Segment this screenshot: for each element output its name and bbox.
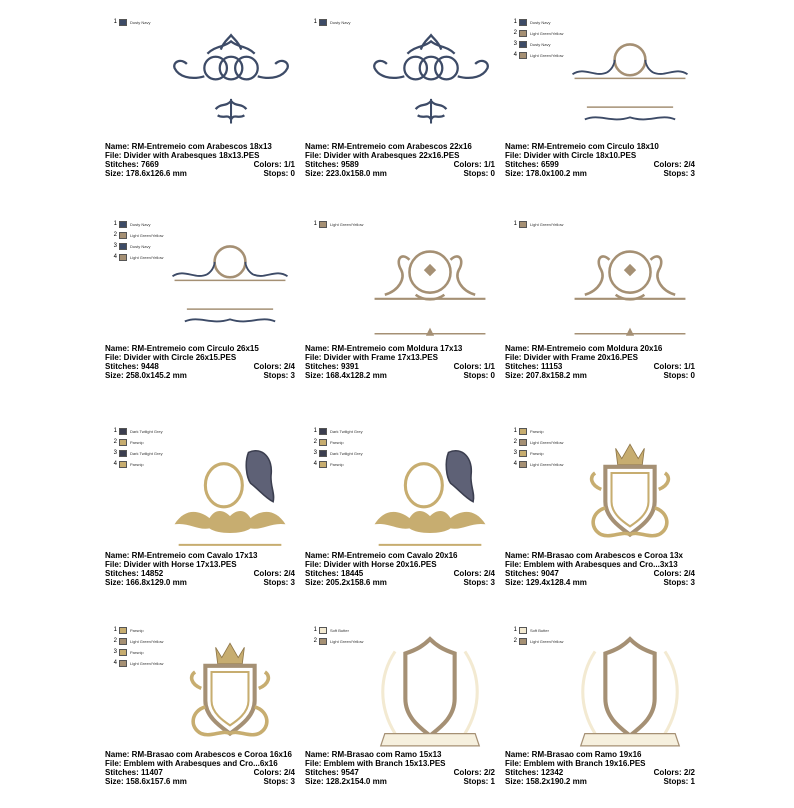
thread-color-number: 3 — [113, 243, 117, 249]
thread-color-swatch — [519, 30, 527, 37]
thread-color-number: 3 — [113, 450, 117, 456]
design-card — [105, 414, 305, 609]
design-name: Name: RM-Brasao com Arabescos e Coroa 13x — [505, 551, 683, 560]
embroidery-design-preview — [560, 229, 700, 344]
design-stitches: Stitches: 9589 — [305, 160, 359, 169]
design-file: File: Divider with Circle 26x15.PES — [105, 353, 237, 362]
thread-color-row — [311, 636, 363, 646]
thread-color-name: Light Green/Yellow — [130, 254, 164, 260]
thread-color-row — [311, 459, 363, 469]
design-stops: Stops: 0 — [663, 371, 695, 380]
thread-color-name: Parsnip — [530, 450, 544, 456]
design-stitches: Stitches: 7669 — [105, 160, 159, 169]
embroidery-design-preview — [560, 27, 700, 142]
design-stops: Stops: 3 — [663, 169, 695, 178]
thread-color-name: Light Green/Yellow — [530, 221, 564, 227]
thread-color-row — [111, 625, 163, 635]
thread-color-number: 2 — [313, 638, 317, 644]
thread-color-name: Light Green/Yellow — [530, 638, 564, 644]
design-card — [305, 207, 505, 402]
design-name: Name: RM-Entremeio com Moldura 17x13 — [305, 344, 463, 353]
design-colors: Colors: 2/4 — [253, 362, 295, 371]
thread-color-row — [111, 437, 163, 447]
design-card — [505, 613, 705, 808]
design-size: Size: 258.0x145.2 mm — [105, 371, 187, 380]
thread-color-row — [111, 658, 163, 668]
thread-color-swatch — [319, 638, 327, 645]
thread-color-row — [511, 625, 563, 635]
thread-color-name: Dark Twilight Grey — [330, 428, 363, 434]
thread-color-swatch — [119, 660, 127, 667]
design-details — [305, 344, 495, 380]
thread-color-swatch — [519, 439, 527, 446]
thread-color-number: 1 — [113, 627, 117, 633]
thread-color-legend — [111, 219, 163, 263]
design-size: Size: 223.0x158.0 mm — [305, 169, 387, 178]
thread-color-swatch — [519, 428, 527, 435]
thread-color-row — [111, 426, 163, 436]
design-file: File: Divider with Horse 17x13.PES — [105, 560, 237, 569]
thread-color-legend — [311, 625, 363, 647]
thread-color-name: Light Green/Yellow — [530, 439, 564, 445]
thread-color-swatch — [119, 19, 127, 26]
thread-color-swatch — [119, 439, 127, 446]
thread-color-name: Parsnip — [330, 439, 344, 445]
embroidery-design-preview — [560, 635, 700, 750]
thread-color-number: 2 — [513, 30, 517, 36]
thread-color-number: 1 — [113, 221, 117, 227]
thread-color-name: Parsnip — [130, 627, 144, 633]
design-file: File: Divider with Horse 20x16.PES — [305, 560, 437, 569]
embroidery-design-preview — [360, 229, 500, 344]
design-stitches: Stitches: 9047 — [505, 569, 559, 578]
embroidery-design-preview — [360, 635, 500, 750]
thread-color-row — [111, 448, 163, 458]
thread-color-swatch — [319, 221, 327, 228]
design-details — [305, 750, 495, 786]
design-stops: Stops: 1 — [663, 777, 695, 786]
thread-color-number: 1 — [313, 19, 317, 25]
thread-color-name: Parsnip — [330, 461, 344, 467]
thread-color-row — [111, 230, 163, 240]
thread-color-name: Dusty Navy — [530, 19, 551, 25]
thread-color-number: 1 — [113, 19, 117, 25]
thread-color-legend — [311, 219, 363, 230]
thread-color-swatch — [519, 221, 527, 228]
thread-color-row — [511, 39, 563, 49]
design-size: Size: 158.6x157.6 mm — [105, 777, 187, 786]
thread-color-number: 4 — [513, 52, 517, 58]
thread-color-name: Parsnip — [530, 428, 544, 434]
design-details — [105, 551, 295, 587]
thread-color-row — [311, 437, 363, 447]
thread-color-number: 2 — [513, 638, 517, 644]
thread-color-row — [311, 219, 363, 229]
embroidery-design-preview — [560, 436, 700, 551]
thread-color-swatch — [119, 221, 127, 228]
thread-color-row — [511, 459, 563, 469]
design-size: Size: 129.4x128.4 mm — [505, 578, 587, 587]
thread-color-name: Light Green/Yellow — [530, 30, 564, 36]
thread-color-row — [111, 241, 163, 251]
design-card — [305, 613, 505, 808]
embroidery-design-preview — [360, 27, 500, 142]
design-colors: Colors: 2/4 — [653, 569, 695, 578]
design-size: Size: 207.8x158.2 mm — [505, 371, 587, 380]
design-colors: Colors: 1/1 — [253, 160, 295, 169]
design-stops: Stops: 3 — [263, 578, 295, 587]
thread-color-name: Dark Twilight Grey — [130, 450, 163, 456]
thread-color-legend — [311, 426, 363, 470]
thread-color-row — [311, 426, 363, 436]
design-size: Size: 168.4x128.2 mm — [305, 371, 387, 380]
design-name: Name: RM-Entremeio com Cavalo 17x13 — [105, 551, 258, 560]
design-details — [505, 750, 695, 786]
thread-color-row — [111, 647, 163, 657]
thread-color-number: 4 — [113, 254, 117, 260]
thread-color-legend — [511, 17, 563, 61]
thread-color-name: Dusty Navy — [130, 243, 151, 249]
design-stops: Stops: 0 — [463, 169, 495, 178]
design-stitches: Stitches: 6599 — [505, 160, 559, 169]
design-stitches: Stitches: 11407 — [105, 768, 163, 777]
thread-color-legend — [511, 625, 563, 647]
thread-color-swatch — [319, 439, 327, 446]
thread-color-swatch — [119, 649, 127, 656]
embroidery-design-preview — [160, 635, 300, 750]
design-card — [505, 207, 705, 402]
design-stitches: Stitches: 14852 — [105, 569, 164, 578]
design-file: File: Emblem with Branch 15x13.PES — [305, 759, 446, 768]
thread-color-number: 2 — [513, 439, 517, 445]
design-details — [505, 344, 695, 380]
design-card — [505, 5, 705, 200]
thread-color-row — [111, 252, 163, 262]
design-details — [105, 142, 295, 178]
thread-color-row — [311, 448, 363, 458]
thread-color-swatch — [119, 243, 127, 250]
thread-color-row — [111, 17, 150, 27]
thread-color-legend — [111, 625, 163, 669]
thread-color-number: 2 — [313, 439, 317, 445]
thread-color-number: 3 — [513, 41, 517, 47]
design-colors: Colors: 1/1 — [453, 362, 495, 371]
design-card — [305, 5, 505, 200]
design-colors: Colors: 2/4 — [253, 569, 295, 578]
thread-color-name: Dusty Navy — [330, 19, 351, 25]
thread-color-swatch — [119, 428, 127, 435]
embroidery-design-preview — [160, 27, 300, 142]
design-size: Size: 128.2x154.0 mm — [305, 777, 387, 786]
design-card — [505, 414, 705, 609]
thread-color-number: 2 — [113, 439, 117, 445]
design-name: Name: RM-Brasao com Arabescos e Coroa 16x16 — [105, 750, 292, 759]
design-card — [105, 5, 305, 200]
thread-color-number: 1 — [113, 428, 117, 434]
thread-color-number: 1 — [313, 627, 317, 633]
design-size: Size: 158.2x190.2 mm — [505, 777, 587, 786]
thread-color-name: Light Green/Yellow — [130, 232, 164, 238]
thread-color-number: 4 — [113, 660, 117, 666]
thread-color-swatch — [519, 41, 527, 48]
thread-color-number: 1 — [313, 221, 317, 227]
design-name: Name: RM-Brasao com Ramo 15x13 — [305, 750, 442, 759]
thread-color-name: Soft Butter — [330, 627, 349, 633]
thread-color-row — [311, 625, 363, 635]
thread-color-legend — [311, 17, 350, 28]
thread-color-swatch — [519, 19, 527, 26]
design-file: File: Divider with Circle 18x10.PES — [505, 151, 637, 160]
thread-color-number: 3 — [513, 450, 517, 456]
design-details — [305, 551, 495, 587]
design-stitches: Stitches: 9448 — [105, 362, 159, 371]
embroidery-design-preview — [160, 436, 300, 551]
design-details — [505, 551, 695, 587]
design-file: File: Emblem with Branch 19x16.PES — [505, 759, 646, 768]
thread-color-swatch — [519, 52, 527, 59]
thread-color-row — [511, 448, 563, 458]
thread-color-row — [511, 17, 563, 27]
design-stitches: Stitches: 12342 — [505, 768, 564, 777]
design-details — [105, 750, 295, 786]
thread-color-name: Parsnip — [130, 461, 144, 467]
design-file: File: Emblem with Arabesques and Cro...6x16 — [105, 759, 278, 768]
design-file: File: Emblem with Arabesques and Cro...3x13 — [505, 560, 678, 569]
thread-color-row — [511, 636, 563, 646]
thread-color-legend — [511, 426, 563, 470]
thread-color-name: Dark Twilight Grey — [330, 450, 363, 456]
thread-color-name: Light Green/Yellow — [330, 221, 364, 227]
thread-color-row — [311, 17, 350, 27]
embroidery-design-preview — [360, 436, 500, 551]
design-file: File: Divider with Frame 20x16.PES — [505, 353, 638, 362]
thread-color-number: 1 — [513, 19, 517, 25]
design-stops: Stops: 3 — [463, 578, 495, 587]
thread-color-swatch — [119, 627, 127, 634]
design-stitches: Stitches: 9391 — [305, 362, 359, 371]
design-stops: Stops: 3 — [663, 578, 695, 587]
thread-color-name: Light Green/Yellow — [530, 461, 564, 467]
thread-color-name: Parsnip — [130, 439, 144, 445]
thread-color-swatch — [519, 638, 527, 645]
design-file: File: Divider with Arabesques 22x16.PES — [305, 151, 460, 160]
thread-color-number: 1 — [513, 627, 517, 633]
design-colors: Colors: 2/2 — [453, 768, 495, 777]
thread-color-legend — [511, 219, 563, 230]
design-size: Size: 205.2x158.6 mm — [305, 578, 387, 587]
thread-color-row — [111, 459, 163, 469]
design-stops: Stops: 0 — [263, 169, 295, 178]
thread-color-swatch — [119, 232, 127, 239]
thread-color-row — [511, 219, 563, 229]
thread-color-row — [511, 437, 563, 447]
thread-color-number: 3 — [113, 649, 117, 655]
thread-color-number: 1 — [513, 428, 517, 434]
embroidery-design-preview — [160, 229, 300, 344]
thread-color-name: Light Green/Yellow — [330, 638, 364, 644]
thread-color-name: Light Green/Yellow — [130, 660, 164, 666]
thread-color-swatch — [519, 450, 527, 457]
thread-color-number: 4 — [513, 461, 517, 467]
thread-color-swatch — [119, 461, 127, 468]
thread-color-legend — [111, 426, 163, 470]
design-file: File: Divider with Arabesques 18x13.PES — [105, 151, 260, 160]
thread-color-number: 4 — [313, 461, 317, 467]
thread-color-row — [511, 426, 563, 436]
design-size: Size: 166.8x129.0 mm — [105, 578, 187, 587]
thread-color-number: 2 — [113, 638, 117, 644]
thread-color-name: Soft Butter — [530, 627, 549, 633]
thread-color-swatch — [519, 461, 527, 468]
thread-color-legend — [111, 17, 150, 28]
thread-color-row — [111, 219, 163, 229]
design-name: Name: RM-Entremeio com Arabescos 22x16 — [305, 142, 472, 151]
design-name: Name: RM-Entremeio com Circulo 26x15 — [105, 344, 259, 353]
thread-color-name: Light Green/Yellow — [130, 638, 164, 644]
thread-color-swatch — [119, 638, 127, 645]
design-stops: Stops: 1 — [463, 777, 495, 786]
design-stops: Stops: 3 — [263, 777, 295, 786]
thread-color-swatch — [119, 254, 127, 261]
design-name: Name: RM-Brasao com Ramo 19x16 — [505, 750, 642, 759]
design-name: Name: RM-Entremeio com Cavalo 20x16 — [305, 551, 458, 560]
thread-color-name: Dusty Navy — [130, 221, 151, 227]
design-colors: Colors: 2/4 — [653, 160, 695, 169]
thread-color-number: 2 — [113, 232, 117, 238]
thread-color-number: 1 — [313, 428, 317, 434]
thread-color-swatch — [519, 627, 527, 634]
thread-color-name: Dark Twilight Grey — [130, 428, 163, 434]
thread-color-number: 4 — [113, 461, 117, 467]
design-details — [505, 142, 695, 178]
design-name: Name: RM-Entremeio com Circulo 18x10 — [505, 142, 659, 151]
thread-color-swatch — [319, 428, 327, 435]
design-stitches: Stitches: 11153 — [505, 362, 563, 371]
design-name: Name: RM-Entremeio com Moldura 20x16 — [505, 344, 663, 353]
thread-color-swatch — [319, 19, 327, 26]
thread-color-name: Dusty Navy — [530, 41, 551, 47]
design-card — [105, 207, 305, 402]
design-stitches: Stitches: 9547 — [305, 768, 359, 777]
design-colors: Colors: 1/1 — [653, 362, 695, 371]
thread-color-swatch — [319, 627, 327, 634]
design-name: Name: RM-Entremeio com Arabescos 18x13 — [105, 142, 272, 151]
design-card — [105, 613, 305, 808]
thread-color-number: 1 — [513, 221, 517, 227]
design-details — [305, 142, 495, 178]
design-colors: Colors: 1/1 — [453, 160, 495, 169]
thread-color-swatch — [319, 461, 327, 468]
thread-color-number: 3 — [313, 450, 317, 456]
design-stops: Stops: 3 — [263, 371, 295, 380]
thread-color-row — [511, 50, 563, 60]
thread-color-swatch — [119, 450, 127, 457]
design-colors: Colors: 2/4 — [253, 768, 295, 777]
thread-color-row — [511, 28, 563, 38]
thread-color-name: Parsnip — [130, 649, 144, 655]
design-size: Size: 178.6x126.6 mm — [105, 169, 187, 178]
thread-color-row — [111, 636, 163, 646]
design-card — [305, 414, 505, 609]
design-colors: Colors: 2/2 — [653, 768, 695, 777]
design-file: File: Divider with Frame 17x13.PES — [305, 353, 438, 362]
design-size: Size: 178.0x100.2 mm — [505, 169, 587, 178]
thread-color-swatch — [319, 450, 327, 457]
design-stops: Stops: 0 — [463, 371, 495, 380]
design-details — [105, 344, 295, 380]
design-stitches: Stitches: 18445 — [305, 569, 364, 578]
thread-color-name: Dusty Navy — [130, 19, 151, 25]
design-colors: Colors: 2/4 — [453, 569, 495, 578]
thread-color-name: Light Green/Yellow — [530, 52, 564, 58]
